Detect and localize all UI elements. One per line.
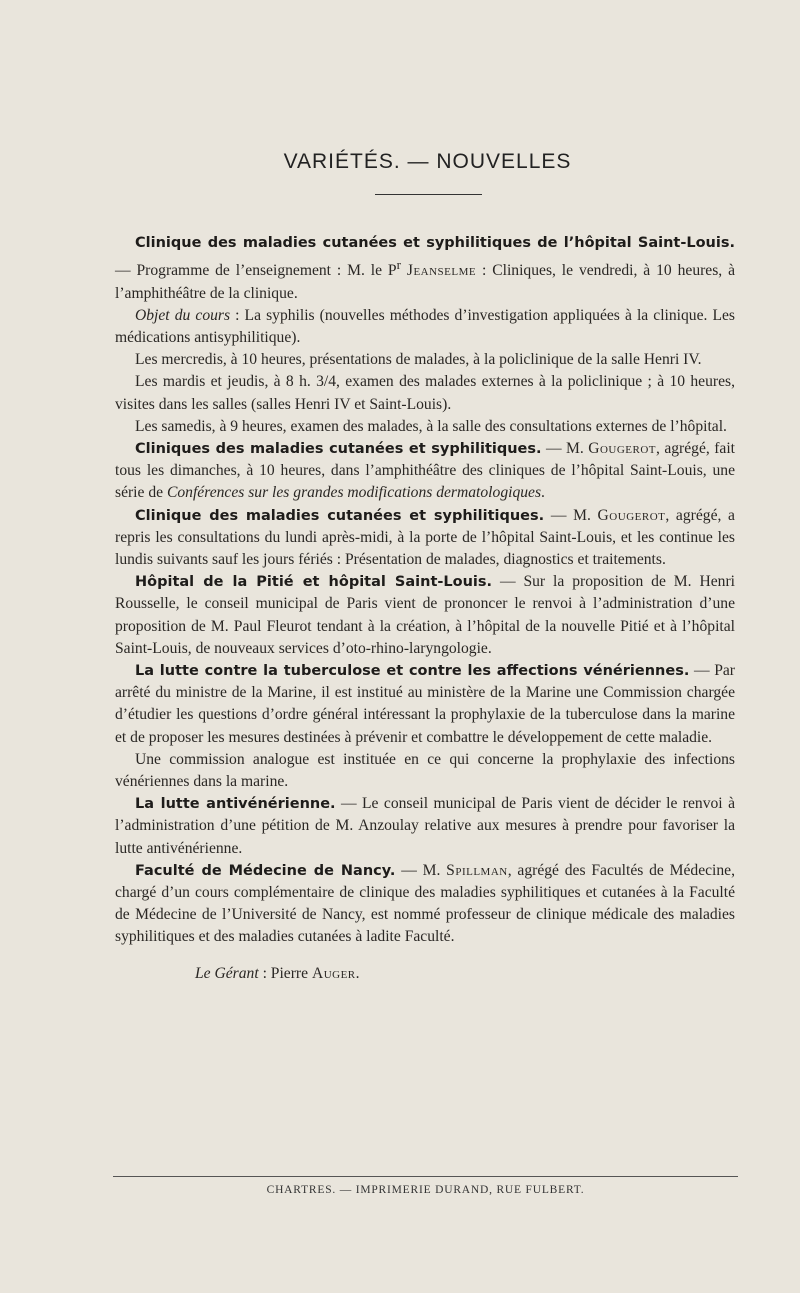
heading-cliniques: Cliniques des maladies cutanées et syphilitiques. xyxy=(135,441,542,458)
title-divider xyxy=(375,194,482,195)
heading-tuberculose: La lutte contre la tuberculose et contre les affections vénériennes. xyxy=(135,663,690,680)
paragraph-gougerot-lundis: Clinique des maladies cutanées et syphilitiques. — M. Gougerot, agrégé, a repris les consultations du lundi après-midi, à la porte de l’hôpital Saint-Louis, et les continue les lundis suivants sauf les jours fériés : Présentation de malades, diagnostics et traitements. xyxy=(115,506,735,569)
person-name: Jeanselme xyxy=(406,262,477,280)
person-name: Gougerot xyxy=(588,440,657,458)
paragraph-jeanselme: Clinique des maladies cutanées et syphilitiques de l’hôpital Saint-Louis. — Programme de l’enseignement : M. le $P^r$ Jeanselme : Cliniques, le vendredi, à 10 heures, à l’amphithéâtre de la clinique. xyxy=(115,235,736,302)
heading-clinique-saint-louis: Clinique des maladies cutanées et syphilitiques de l’hôpital Saint-Louis. xyxy=(135,235,735,251)
paragraph-mardis-jeudis: Les mardis et jeudis, à 8 h. 3/4, examen des malades externes à la policlinique ; à 10 heures, visites dans les salles (salles Henri IV et Saint-Louis). xyxy=(115,373,735,413)
paragraph-pitie-saint-louis: Hôpital de la Pitié et hôpital Saint-Louis. — Sur la proposition de M. Henri Rousselle, le conseil municipal de Paris vient de prononcer le renvoi à l’administration d’une proposition de M. Paul Fleurot tendant à la création, à l’hôpital de la nouvelle Pitié et à l’hôpital Saint-Louis, de nouveaux services d’oto-rhino-laryngologie. xyxy=(115,573,735,657)
signature-line: Le Gérant : Pierre Auger. xyxy=(195,964,360,982)
footer-divider xyxy=(113,1176,738,1177)
printer-imprint: CHARTRES. — IMPRIMERIE DURAND, RUE FULBERT. xyxy=(266,1184,585,1196)
paragraph-antivenerienne: La lutte antivénérienne. — Le conseil municipal de Paris vient de décider le renvoi à l’administration d’une pétition de M. Anzoulay relative aux mesures à prendre pour favoriser la lutte antivénérienne. xyxy=(115,795,735,857)
person-name: Gougerot xyxy=(597,506,666,524)
person-name: Spillman xyxy=(446,861,508,879)
article-body xyxy=(115,232,735,985)
paragraph-nancy: Faculté de Médecine de Nancy. — M. Spillman, agrégé des Facultés de Médecine, chargé d’un cours complémentaire de clinique des maladies syphilitiques et cutanées à la Faculté de Médecine de l’Université de Nancy, est nommé professeur de clinique médicale des maladies syphilitiques et des maladies cutanées à ladite Faculté. xyxy=(115,861,736,946)
heading-nancy: Faculté de Médecine de Nancy. xyxy=(135,862,396,879)
paragraph-gougerot-dimanches: Cliniques des maladies cutanées et syphilitiques. — M. Gougerot, agrégé, fait tous les dimanches, à 10 heures, dans l’amphithéâtre des cliniques de l’hôpital Saint-Louis, une série de Conférences sur les grandes modifications dermatologiques. xyxy=(115,440,735,502)
gerant-name: Auger xyxy=(311,964,356,982)
paragraph-tuberculose: La lutte contre la tuberculose et contre les affections vénériennes. — Par arrêté du ministre de la Marine, il est institué au ministère de la Marine une Commission chargée d’étudier les questions d’ordre général intéressant la prophylaxie de la tuberculose dans la marine et de proposer les mesures destinées à prévenir et combattre le développement de cette maladie. xyxy=(115,662,735,746)
paragraph-commission-analogue: Une commission analogue est instituée en ce qui concerne la prophylaxie des infections vénériennes dans la marine. xyxy=(115,750,735,791)
paragraph-samedis: Les samedis, à 9 heures, examen des malades, à la salle des consultations externes de l’hôpital. xyxy=(135,417,727,435)
heading-antivenerienne: La lutte antivénérienne. xyxy=(135,796,336,813)
heading-pitie: Hôpital de la Pitié et hôpital Saint-Louis. xyxy=(135,574,493,591)
heading-clinique: Clinique des maladies cutanées et syphilitiques. xyxy=(135,507,545,524)
paragraph-mercredis: Les mercredis, à 10 heures, présentations de malades, à la policlinique de la salle Henri IV. xyxy=(135,351,702,369)
page-title: VARIÉTÉS. — NOUVELLES xyxy=(283,150,572,173)
paragraph-objet-du-cours: Objet du cours : La syphilis (nouvelles méthodes d’investigation appliquées à la clinique. Les médications antisyphilitique). xyxy=(115,306,736,346)
